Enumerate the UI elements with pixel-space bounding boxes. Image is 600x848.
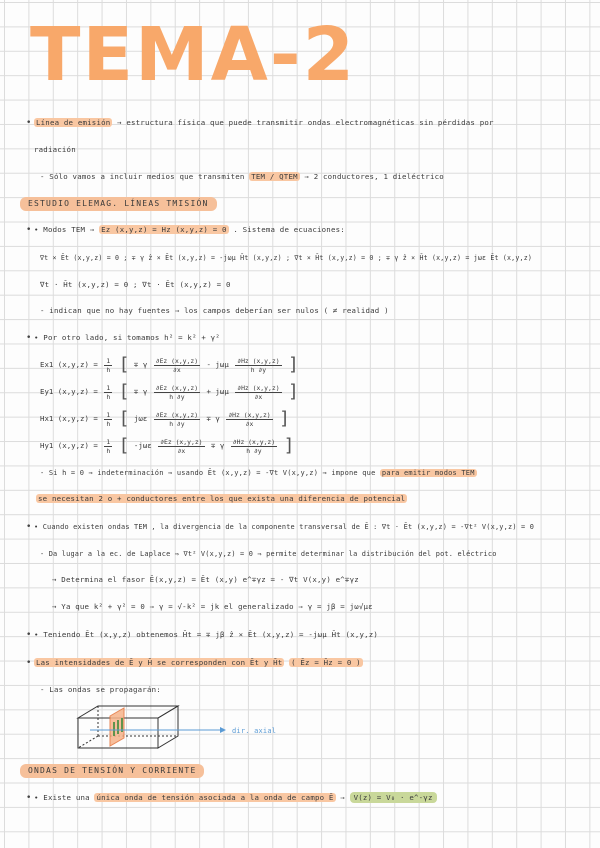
fraction: $\frac{\partial Hz (x,y,z)}{\partial x}$ xyxy=(237,383,280,401)
gamma-line: → Ya que k² + γ² = 0 ⇒ γ = √-k² = jk el generalizado ⇒ γ = jβ = jω√με xyxy=(52,602,373,611)
fraction: $\frac{\partial Hz (x,y,z)}{h \partial y}$ xyxy=(232,437,276,455)
implies-symbol: ⇒ xyxy=(340,793,345,802)
eq-term: -jωε xyxy=(133,441,152,450)
equation-system-2: ∇t · H̄t (x,y,z) = 0 ; ∇t · Ēt (x,y,z) = 0 xyxy=(40,280,231,289)
fraction: $\frac{\partial Hz (x,y,z)}{\partial x}$ xyxy=(228,410,271,428)
divergence-line: • Cuando existen ondas TEM , la divergencia de la componente transversal de Ē : ∇t · Ēt (x,y,z) = -∇t² V(x,y,z) = 0 xyxy=(34,523,535,531)
sources-note: - indican que no hay fuentes ⇒ los campos deberían ser nulos ( ≠ realidad ) xyxy=(40,306,389,315)
eq-lhs: Hy1 (x,y,z) = xyxy=(40,441,98,450)
bracket-close: ] xyxy=(288,381,299,402)
conductors-requirement-line xyxy=(36,494,407,504)
phasor-line: → Determina el fasor Ē(x,y,z) = Ēt (x,y) e^∓γz = - ∇t V(x,y) e^∓γz xyxy=(52,575,359,584)
bullet: • xyxy=(26,225,32,235)
tem-highlight: TEM / QTEM xyxy=(251,172,298,181)
fraction: $\frac{\partial Ez (x,y,z)}{\partial x}$ xyxy=(160,437,203,455)
intensities-highlight: Las intensidades de Ē y H̄ se corresponden con Ēt y H̄t xyxy=(36,658,283,667)
eq-lhs: Ex1 (x,y,z) = xyxy=(40,360,98,369)
tem-modes-text: • Modos TEM ⇒ xyxy=(34,225,95,234)
eq-term: ∓ γ xyxy=(133,387,148,396)
propagation-line: - Las ondas se propagarán: xyxy=(40,685,161,694)
conductors-requirement-highlight: se necesitan 2 o + conductores entre los que exista una diferencia de potencial xyxy=(38,494,406,503)
fraction: $\frac{1}{h}$ xyxy=(106,437,111,455)
indeterminacy-line xyxy=(40,468,477,478)
bullet: • xyxy=(26,333,32,343)
bracket-open: [ xyxy=(118,354,130,375)
fraction: $\frac{\partial Ez (x,y,z)}{\partial x}$ xyxy=(155,356,199,374)
intensities-line xyxy=(34,658,363,668)
box-right-face xyxy=(158,706,178,748)
fraction: $\frac{1}{h}$ xyxy=(106,356,111,374)
system-text: . Sistema de ecuaciones: xyxy=(233,225,345,234)
eq-term: + jωμ xyxy=(206,387,229,396)
bullet: • xyxy=(26,522,32,532)
bracket-open: [ xyxy=(118,381,130,402)
eq-term: ∓ γ xyxy=(206,414,220,423)
eq-term: - jωμ xyxy=(206,360,229,369)
eq-term: ∓ γ xyxy=(210,441,225,450)
axial-label: dir. axial xyxy=(232,727,277,735)
term-highlight: Línea de emisión xyxy=(36,118,111,127)
fraction: $\frac{\partial Hz (x,y,z)}{h \partial y}$ xyxy=(237,356,280,374)
bracket-close: ] xyxy=(283,435,295,456)
equation-hx xyxy=(40,410,290,428)
axial-arrowhead xyxy=(220,727,226,733)
section-heading-elemag: ESTUDIO ELEMAG. LÍNEAS TMISIÓN xyxy=(20,197,217,211)
magnetic-field-line: • Teniendo Ēt (x,y,z) obtenemos H̄t = ∓ jβ ẑ × Ēt (x,y,z) = -jωμ H̄t (x,y,z) xyxy=(34,630,379,639)
fraction: $\frac{\partial Ez (x,y,z)}{h \partial y}$ xyxy=(155,383,199,401)
fraction: $\frac{\partial Ez (x,y,z)}{h \partial y}$ xyxy=(155,410,199,428)
section-heading-ondas: ONDAS DE TENSIÓN Y CORRIENTE xyxy=(20,764,204,778)
laplace-line: - Da lugar a la ec. de Laplace ⇒ ∇t² V(x,y,z) = 0 ⇒ permite determinar la distribución del pot. eléctrico xyxy=(40,550,497,558)
eq-term: ∓ γ xyxy=(133,360,148,369)
bullet: • xyxy=(26,118,32,128)
bullet: • xyxy=(26,630,32,640)
definition-text: → estructura física que puede transmitir ondas electromagnéticas sin pérdidas por xyxy=(117,118,494,127)
eq-term: jωε xyxy=(133,414,148,423)
page-title: TEMA-2 xyxy=(30,12,357,98)
indeterminacy-text: - Si h = 0 ⇒ indeterminación ⇒ usando Ēt (x,y,z) = -∇t V(x,y,z) ⇒ impone que xyxy=(40,469,376,477)
eq-lhs: Ey1 (x,y,z) = xyxy=(40,387,98,396)
eq-lhs: Hx1 (x,y,z) = xyxy=(40,414,98,423)
ez-hz-highlight: Ez (x,y,z) = Hz (x,y,z) = 0 xyxy=(101,225,227,234)
equation-hy xyxy=(40,437,294,455)
hidden-edge xyxy=(78,736,98,748)
bracket-open: [ xyxy=(118,408,130,429)
equation-ex xyxy=(40,356,299,374)
bracket-close: ] xyxy=(288,354,299,375)
bullet: • xyxy=(26,793,32,803)
box-top-face xyxy=(78,706,178,718)
zero-components-highlight: ( Ēz = H̄z = 0 ) xyxy=(291,658,361,667)
definition-line xyxy=(34,118,494,128)
bracket-close: ] xyxy=(279,408,290,429)
bullet: • xyxy=(26,658,32,668)
bracket-open: [ xyxy=(118,435,130,456)
voltage-wave-line xyxy=(34,793,437,803)
h-definition-line: • Por otro lado, si tomamos h² = k² + γ² xyxy=(34,333,220,342)
fraction: $\frac{1}{h}$ xyxy=(106,410,111,428)
tem-modes-line xyxy=(34,225,345,235)
conductors-text: ⇒ 2 conductores, 1 dieléctrico xyxy=(304,172,444,181)
equation-ey xyxy=(40,383,299,401)
voltage-text: • Existe una xyxy=(34,793,90,802)
media-text: - Sólo vamos a incluir medios que transmiten xyxy=(40,172,245,181)
voltage-formula-highlight: V(z) = V₀ · e^-γz xyxy=(350,792,437,803)
equation-system-1: ∇t × Ēt (x,y,z) = 0 ; ∓ γ ẑ × Ēt (x,y,z) = -jωμ H̄t (x,y,z) ; ∇t × H̄t (x,y,z) = 0 ; ∓ γ ẑ × H̄t (x,y,z) = jωε Ēt (x,y,z) xyxy=(40,254,533,262)
voltage-highlight: única onda de tensión asociada a la onda de campo Ē xyxy=(96,793,334,802)
definition-continuation: radiación xyxy=(34,145,76,154)
fraction: $\frac{1}{h}$ xyxy=(106,383,111,401)
media-line xyxy=(40,172,444,182)
tem-requirement-highlight: para emitir modos TEM xyxy=(381,469,475,477)
